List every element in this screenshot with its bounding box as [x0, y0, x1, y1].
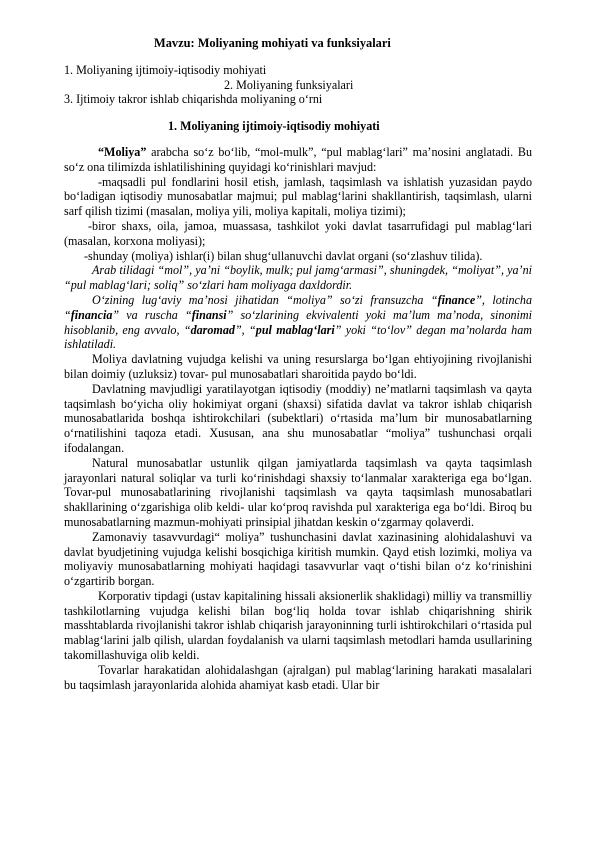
paragraph-11: Korporativ tipdagi (ustav kapitalining hissali aksionerlik shaklidagi) milliy va transmilliy tashkilotlarning vujudga kelishi bilan bog‘liq holda tovar ishlab chiqarishning shirik masshtablarda rivojlanishi takror ishlab chiqarish jarayoninning turli ishtirokchilari o‘rtasida pul mablag‘larini jalb qilish, ulardan foydalanish va ularni taqsimlash metodlari hamda usullarining takomillashuviga olib keldi.	[64, 588, 532, 663]
term-pul-mablaglari: pul mablag‘lari	[255, 322, 335, 337]
term-finance: finance	[437, 292, 476, 307]
paragraph-5: Arab tilidagi “mol”, ya’ni “boylik, mulk; pul jamg‘armasi”, shuningdek, “moliyat”, ya’ni “pul mablag‘lari; soliq” so‘zlari ham moliyaga daxldordir.	[64, 263, 532, 293]
toc-item-2: 2. Moliyaning funksiyalari	[224, 77, 354, 92]
paragraph-6	[64, 293, 532, 352]
paragraph-3: -biror shaxs, oila, jamoa, muassasa, tashkilot yoki davlat tasarrufidagi pul mablag‘lari (masalan, korxona moliyasi);	[64, 218, 532, 248]
paragraph-8: Davlatning mavjudligi yaratilayotgan iqtisodiy (moddiy) ne’matlarni taqsimlash va qayta taqsimlash bo‘yicha oliy hokimiyat organi (shaxsi) sifatida davlat va takror ishlab chiqarish munosabatlarida boshqa ishtirokchilari (subektlari) o‘rtasida ma’lum bir munosabatlarning o‘rnatilishini taqoza etadi. Xususan, ana shu munosabatlar “moliya” tushunchasi orqali ifodalangan.	[64, 381, 532, 455]
paragraph-7: Moliya davlatning vujudga kelishi va uning resurslarga bo‘lgan ehtiyojining rivojlanishi bilan doimiy (uzluksiz) tovar- pul munosabatlari sharoitida paydo bo‘ldi.	[64, 352, 532, 381]
p6-part-g: ” so‘zlarining ekvivalenti yoki ma’lum ma’noda, sinonimi hisoblanib, eng avvalo, “	[64, 307, 532, 337]
p6-part-i: ”, “	[234, 322, 256, 337]
section-heading: 1. Moliyaning ijtimoiy-iqtisodiy mohiyati	[168, 119, 380, 134]
paragraph-12: Tovarlar harakatidan alohidalashgan (ajralgan) pul mablag‘larining harakati masalalari bu taqsimlash jarayonlarida alohida ahamiyat kasb etadi. Ular bir	[64, 662, 532, 692]
p6-part-e: ” va ruscha “	[112, 307, 192, 322]
toc-item-3: 3. Ijtimoiy takror ishlab chiqarishda moliyaning o‘rni	[64, 92, 323, 107]
toc-item-1: 1. Moliyaning ijtimoiy-iqtisodiy mohiyati	[64, 62, 267, 77]
p6-part-k: ” yoki “to‘lov” degan ma’nolarda ham ishlatiladi.	[64, 322, 532, 352]
paragraph-10: Zamonaviy tasavvurdagi“ moliya” tushunchasini davlat xazinasining alohidalashuvi va davlat byudjetining vujudga kelishi bosqichiga kiritish mumkin. Qayd etish lozimki, moliya va moliyaviy munosabatlarning mohiyati haqidagi tasavvurlar vaqt o‘tishi bilan o‘z ko‘rinishini o‘zgartirib borgan.	[64, 529, 532, 589]
term-daromad: daromad	[190, 322, 235, 337]
paragraph-4: -shunday (moliya) ishlar(i) bilan shug‘ullanuvchi davlat organi (so‘zlashuv tilida).	[84, 248, 483, 263]
page-title: Mavzu: Moliyaning mohiyati va funksiyalari	[154, 36, 391, 50]
p6-part-c: ”, lotincha “	[64, 292, 532, 322]
table-of-contents	[64, 63, 532, 107]
term-financia: financia	[70, 307, 113, 322]
document-page	[64, 36, 532, 692]
p6-part-a: O‘zining lug‘aviy ma’nosi jihatidan “moliya” so‘zi fransuzcha “	[92, 292, 438, 307]
term-moliya: “Moliya”	[98, 144, 147, 159]
term-finansi: finansi	[191, 307, 227, 322]
paragraph-9: Natural munosabatlar ustunlik qilgan jamiyatlarda taqsimlash va qayta taqsimlash jarayonlari natural soliqlar va turli ko‘rinishdagi shaxsiy to‘lanmalar xarakteriga ega bo‘lgan. Tovar-pul munosabatlarining rivojlanishi taqsimlash va qayta taqsimlash munosabatlari shakllarining o‘zgarishiga olib keldi- ular ko‘proq ravishda pul xarakteriga ega bo‘ldi. Biroq bu munosabatlarning mazmun-mohiyati prinsipial jihatdan keskin o‘zgarmay qolaverdi.	[64, 455, 532, 529]
paragraph-2: -maqsadli pul fondlarini hosil etish, jamlash, taqsimlash va ishlatish yuzasidan paydo bo‘ladigan iqtisodiy munosabatlar majmui; pul mablag‘larini shakllantirish, taqsimlash, ularni sarf qilish tizimi (masalan, moliya yili, moliya kapitali, moliya tizimi);	[64, 174, 532, 219]
paragraph-1-text: arabcha so‘z bo‘lib, “mol-mulk”, “pul mablag‘lari” ma’nosini anglatadi. Bu so‘z ona tilimizda ishlatilishining quyidagi ko‘rinishlari mavjud:	[64, 144, 532, 174]
paragraph-1	[64, 145, 532, 175]
